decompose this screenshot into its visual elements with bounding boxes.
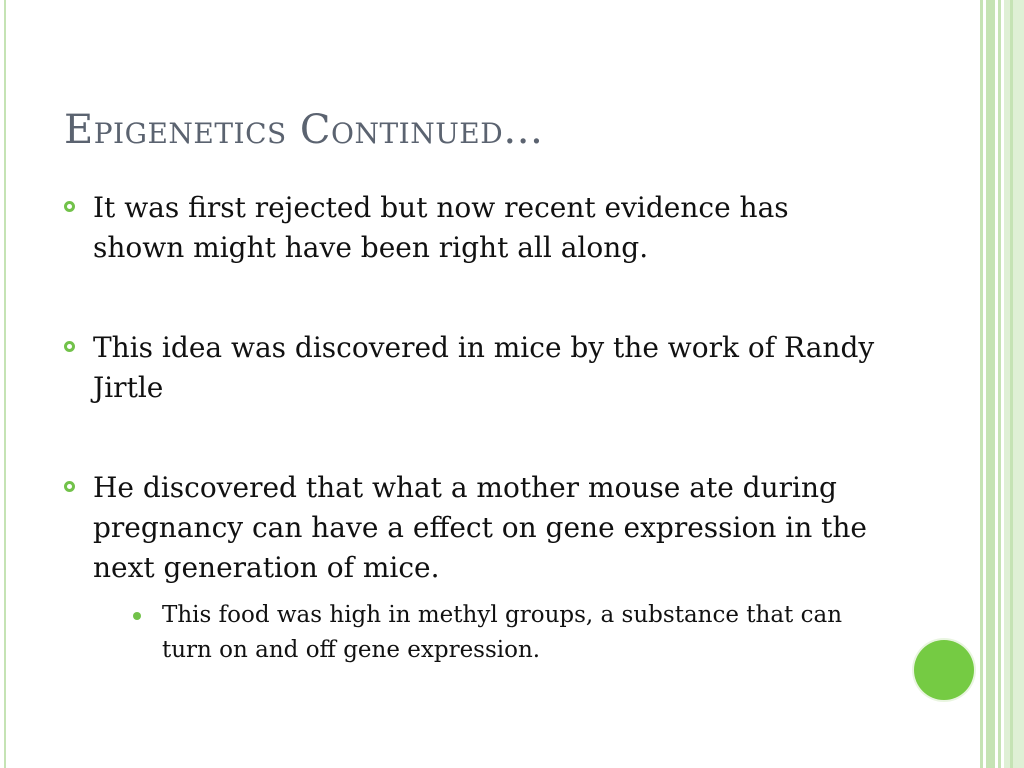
sub-bullet-text: This food was high in methyl groups, a substance that can turn on and off gene expression. bbox=[162, 602, 843, 663]
slide-title: Epigenetics Continued… bbox=[64, 107, 544, 153]
bullet-list bbox=[64, 188, 884, 668]
bullet-item bbox=[64, 188, 884, 268]
bullet-text: It was first rejected but now recent evidence has shown might have been right all along. bbox=[93, 191, 789, 264]
left-border-line bbox=[4, 0, 6, 768]
bullet-ring-icon bbox=[64, 341, 75, 352]
decorative-green-circle bbox=[914, 640, 974, 700]
bullet-item bbox=[64, 468, 884, 668]
bullet-text: This idea was discovered in mice by the work of Randy Jirtle bbox=[93, 331, 875, 404]
bullet-item bbox=[64, 328, 884, 408]
sub-bullet-dot-icon bbox=[133, 612, 141, 620]
bullet-text: He discovered that what a mother mouse ate during pregnancy can have a effect on gene expression in the next generation of mice. bbox=[93, 471, 868, 584]
sub-bullet-item bbox=[133, 598, 884, 668]
bullet-ring-icon bbox=[64, 201, 75, 212]
right-border-stripes bbox=[976, 0, 1024, 768]
bullet-ring-icon bbox=[64, 481, 75, 492]
